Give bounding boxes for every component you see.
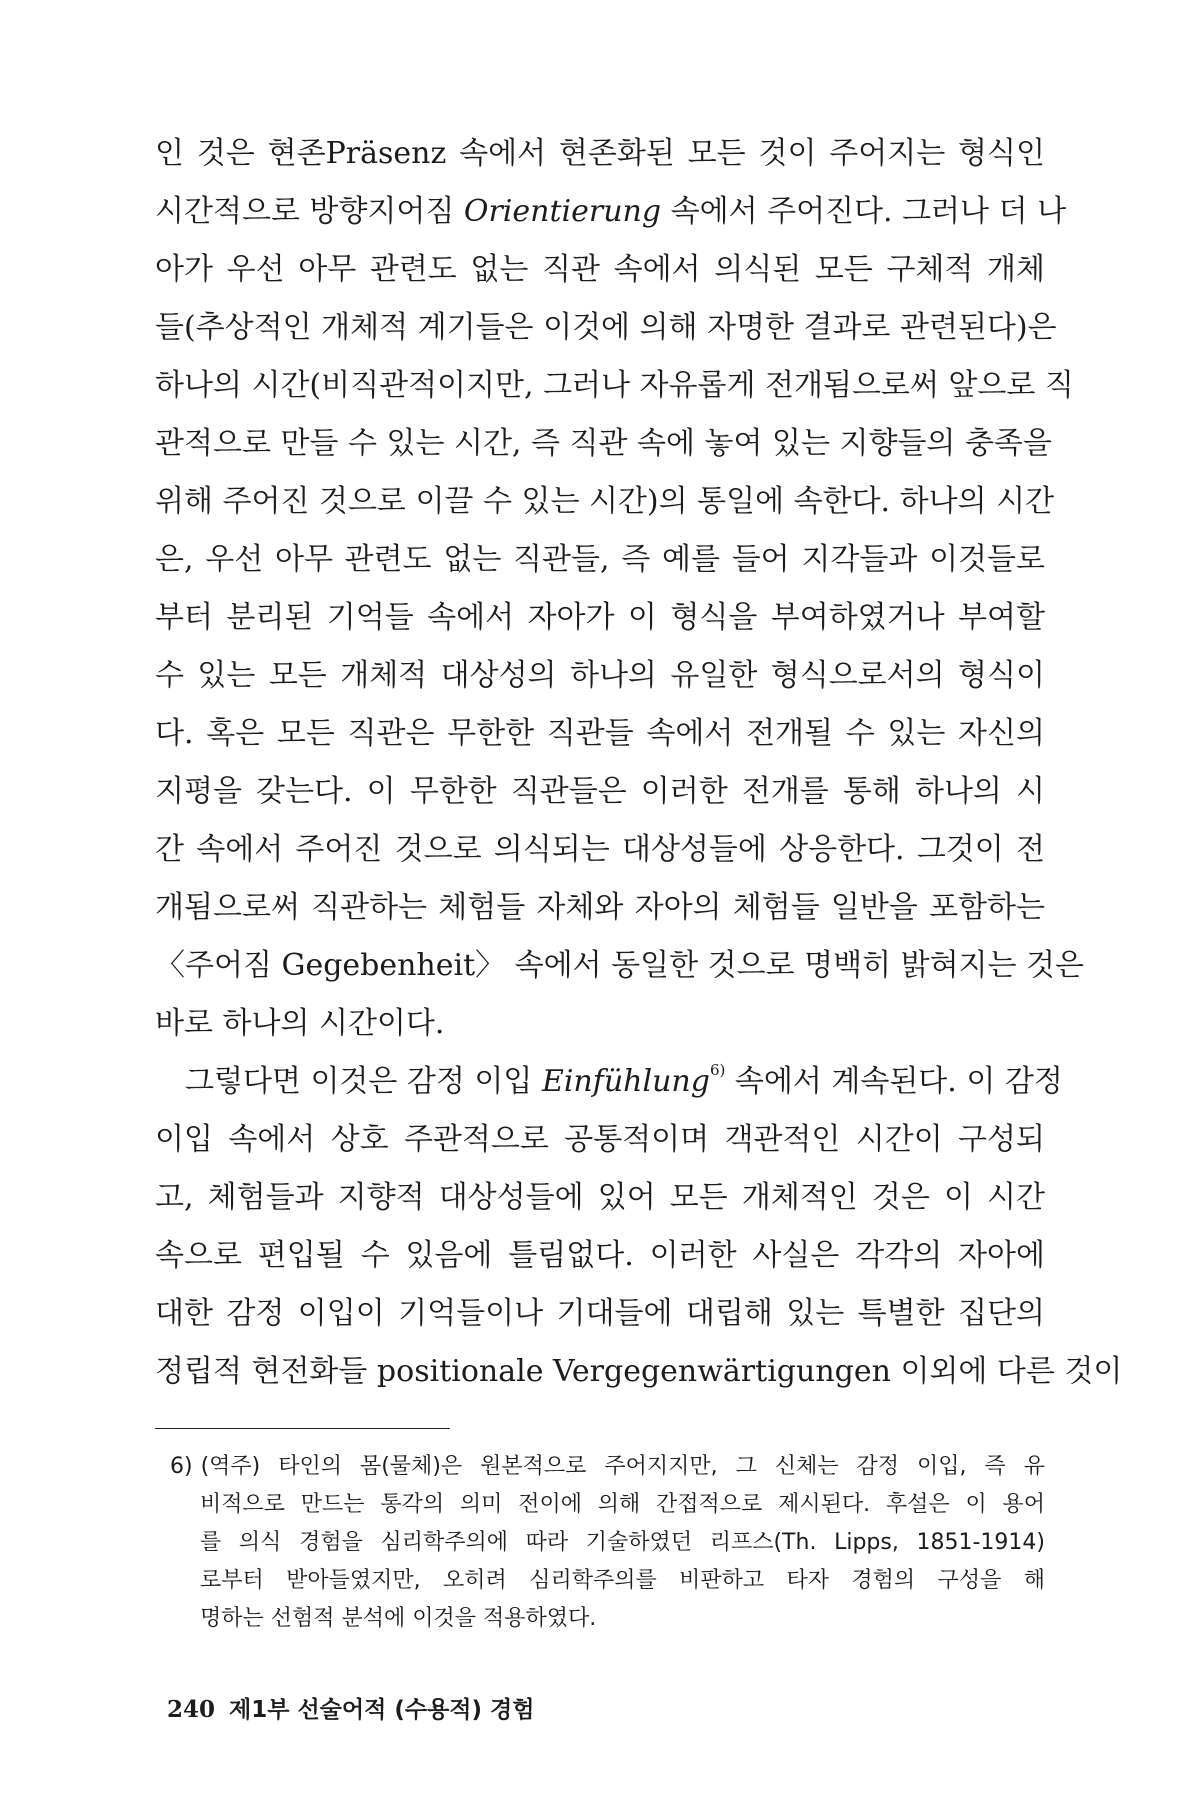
text-line: 부터 분리된 기억들 속에서 자아가 이 형식을 부여하였거나 부여할 [155,600,1045,635]
footnote-text: (역주) 타인의 몸(물체)은 원본적으로 주어지지만, 그 신체는 감정 이입, 즉 유 [200,1454,1045,1479]
footnote-line: 비적으로 만드는 통각의 의미 전이에 의해 간접적으로 제시된다. 후설은 이 용어 [200,1492,1045,1517]
foreign-term: Einfühlung [541,1064,710,1099]
text-line: 들(추상적인 개체적 계기들은 이것에 의해 자명한 결과로 관련된다)은 [155,310,1057,345]
text-segment: 시간적으로 방향지어짐 [155,194,464,229]
text-line: 은, 우선 아무 관련도 없는 직관들, 즉 예를 들어 지각들과 이것들로 [155,542,1045,577]
footnote-line: 를 의식 경험을 심리학주의에 따라 기술하였던 리프스(Th. Lipps, 1851-1914) [200,1530,1045,1555]
footnote-line: 로부터 받아들였지만, 오히려 심리학주의를 비판하고 타자 경험의 구성을 해 [200,1568,1045,1593]
text-line: 다. 혹은 모든 직관은 무한한 직관들 속에서 전개될 수 있는 자신의 [155,716,1045,751]
text-segment: 속에서 계속된다. 이 감정 [725,1064,1063,1099]
running-footer [167,1690,534,1730]
footnote-number: 6) [170,1454,193,1479]
text-line: 아가 우선 아무 관련도 없는 직관 속에서 의식된 모든 구체적 개체 [155,252,1045,287]
text-line: 관적으로 만들 수 있는 시간, 즉 직관 속에 놓여 있는 지향들의 충족을 [155,426,1052,461]
text-line: 속으로 편입될 수 있음에 틀림없다. 이러한 사실은 각각의 자아에 [155,1238,1045,1273]
text-line: 위해 주어진 것으로 이끌 수 있는 시간)의 통일에 속한다. 하나의 시간 [155,484,1055,519]
text-line: 〈주어짐 Gegebenheit〉 속에서 동일한 것으로 명백히 밝혀지는 것은 [155,948,1085,983]
text-line: 개됨으로써 직관하는 체험들 자체와 자아의 체험들 일반을 포함하는 [155,890,1045,925]
text-line: 이입 속에서 상호 주관적으로 공통적이며 객관적인 시간이 구성되 [155,1122,1045,1157]
text-line: 대한 감정 이입이 기억들이나 기대들에 대립해 있는 특별한 집단의 [155,1296,1045,1331]
text-line [155,183,1067,241]
running-title: 제1부 선술어적 (수용적) 경험 [229,1697,535,1723]
page-number: 240 [167,1696,216,1723]
text-line [155,1053,1063,1111]
footnote-line [170,1448,1045,1486]
text-segment: 속에서 주어진다. 그러나 더 나 [661,194,1067,229]
footnote-reference[interactable]: 6) [709,1061,726,1079]
text-line: 인 것은 현존Präsenz 속에서 현존화된 모든 것이 주어지는 형식인 [155,136,1045,171]
text-line: 고, 체험들과 지향적 대상성들에 있어 모든 개체적인 것은 이 시간 [155,1180,1045,1215]
text-line: 지평을 갖는다. 이 무한한 직관들은 이러한 전개를 통해 하나의 시 [155,774,1045,809]
foreign-term: Orientierung [463,194,662,229]
text-line: 수 있는 모든 개체적 대상성의 하나의 유일한 형식으로서의 형식이 [155,658,1045,693]
text-line: 하나의 시간(비직관적이지만, 그러나 자유롭게 전개됨으로써 앞으로 직 [155,368,1074,403]
text-line: 정립적 현전화들 positionale Vergegenwärtigungen 이외에 다른 것이 [155,1354,1123,1389]
footnote-divider [155,1428,450,1429]
footnote-line: 명하는 선험적 분석에 이것을 적용하였다. [200,1606,597,1631]
text-line: 바로 하나의 시간이다. [155,1006,445,1041]
text-line: 간 속에서 주어진 것으로 의식되는 대상성들에 상응한다. 그것이 전 [155,832,1045,867]
text-segment: 그렇다면 이것은 감정 이입 [185,1064,542,1099]
